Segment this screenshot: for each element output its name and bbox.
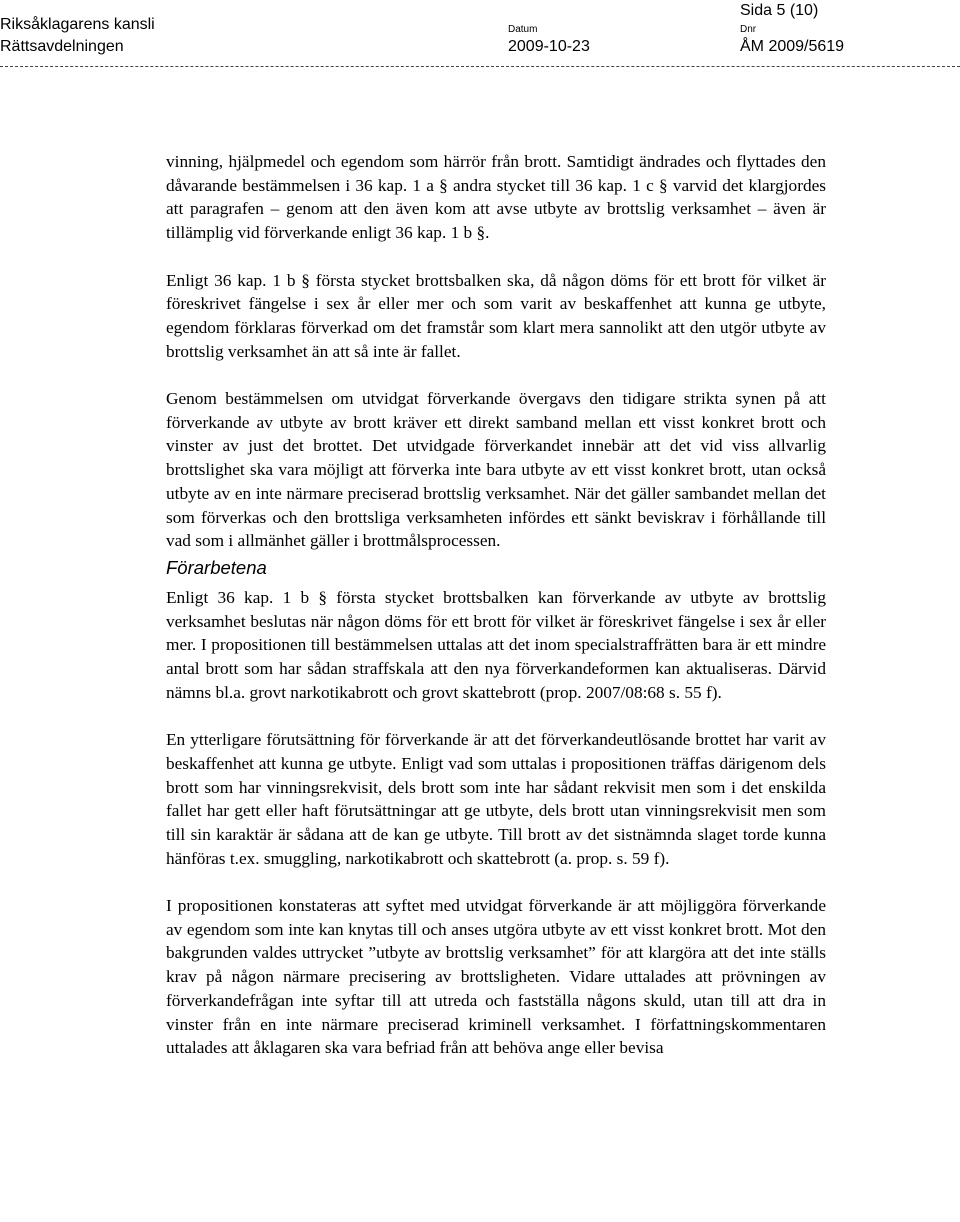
department-name: Rättsavdelningen	[0, 38, 124, 55]
paragraph-5: En ytterligare förutsättning för förverkande är att det förverkandeutlösande brottet har varit av beskaffenhet att kunna ge utbyte. Enligt vad som uttalas i propositionen träffas därigenom dels brott som har vinningsrekvisit, dels brott som inte har sådant rekvisit men som i det enskilda fallet har gett eller haft förutsättningar att ge utbyte, dels brott utan vinningsrekvisit men som till sin karaktär är sådana att de kan ge utbyte. Till brott av det sistnämnda slaget torde kunna hänföras t.ex. smuggling, narkotikabrott och skattebrott (a. prop. s. 59 f).	[166, 730, 826, 868]
section-heading: Förarbetena	[166, 556, 267, 578]
paragraph-6: I propositionen konstateras att syftet med utvidgat förverkande är att möjliggöra förverkande av egendom som inte kan knytas till och anses utgöra utbyte av ett visst konkret brott. Mot den bakgrunden valdes uttrycket ”utbyte av brottslig verksamhet” för att klargöra att det inte ställs krav på någon närmare precisering av brottsligheten. Vidare uttalades att prövningen av förverkandefrågan inte syftar till att utreda och fastställa någons skuld, utan till att dra in vinster från en inte närmare preciserad kriminell verksamhet. I författningskommentaren uttalades att åklagaren ska vara befriad från att behöva ange eller bevisa	[166, 896, 826, 1058]
organization-name: Riksåklagarens kansli	[0, 16, 155, 33]
paragraph-4: Enligt 36 kap. 1 b § första stycket brottsbalken kan förverkande av utbyte av brottslig verksamhet beslutas när någon döms för ett brott för vilket är föreskrivet fängelse i sex år eller mer. I propositionen till bestämmelsen uttalas att det inom specialstraffrätten bara är ett mindre antal brott som har sådan straffskala att den nya förverkandeformen kan aktualiseras. Därvid nämns bl.a. grovt narkotikabrott och grovt skattebrott (prop. 2007/08:68 s. 55 f).	[166, 587, 826, 702]
date-label: Datum	[508, 24, 538, 35]
document-body	[166, 150, 826, 1060]
page-number: Sida 5 (10)	[740, 2, 819, 19]
dnr-label: Dnr	[740, 24, 757, 35]
paragraph-2: Enligt 36 kap. 1 b § första stycket brottsbalken ska, då någon döms för ett brott för vilket är föreskrivet fängelse i sex år eller mer och som varit av beskaffenhet att kunna ge utbyte, egendom förklaras förverkad om det framstår som klart mera sannolikt att den utgör utbyte av brottslig verksamhet än att så inte är fallet.	[166, 270, 826, 361]
date-value: 2009-10-23	[508, 38, 590, 55]
paragraph-3: Genom bestämmelsen om utvidgat förverkande övergavs den tidigare strikta synen på att förverkande av utbyte av brott kräver ett direkt samband mellan ett visst konkret brott och vinster av just det brottet. Det utvidgade förverkandet innebär att det vid viss allvarlig brottslighet ska vara möjligt att förverka inte bara utbyte av ett visst konkret brott, utan också utbyte av en inte närmare preciserad brottslig verksamhet. När det gäller sambandet mellan det som förverkas och den brottsliga verksamheten infördes ett sänkt beviskrav i förhållande till vad som i allmänhet gäller i brottmålsprocessen.	[166, 389, 826, 551]
dnr-value: ÅM 2009/5619	[740, 38, 845, 55]
header-divider	[0, 66, 960, 67]
paragraph-1: vinning, hjälpmedel och egendom som härrör från brott. Samtidigt ändrades och flyttades den dåvarande bestämmelsen i 36 kap. 1 a § andra stycket till 36 kap. 1 c § varvid det klargjordes att paragrafen – genom att den även kom att avse utbyte av brottslig verksamhet – även är tillämplig vid förverkande enligt 36 kap. 1 b §.	[166, 152, 826, 243]
